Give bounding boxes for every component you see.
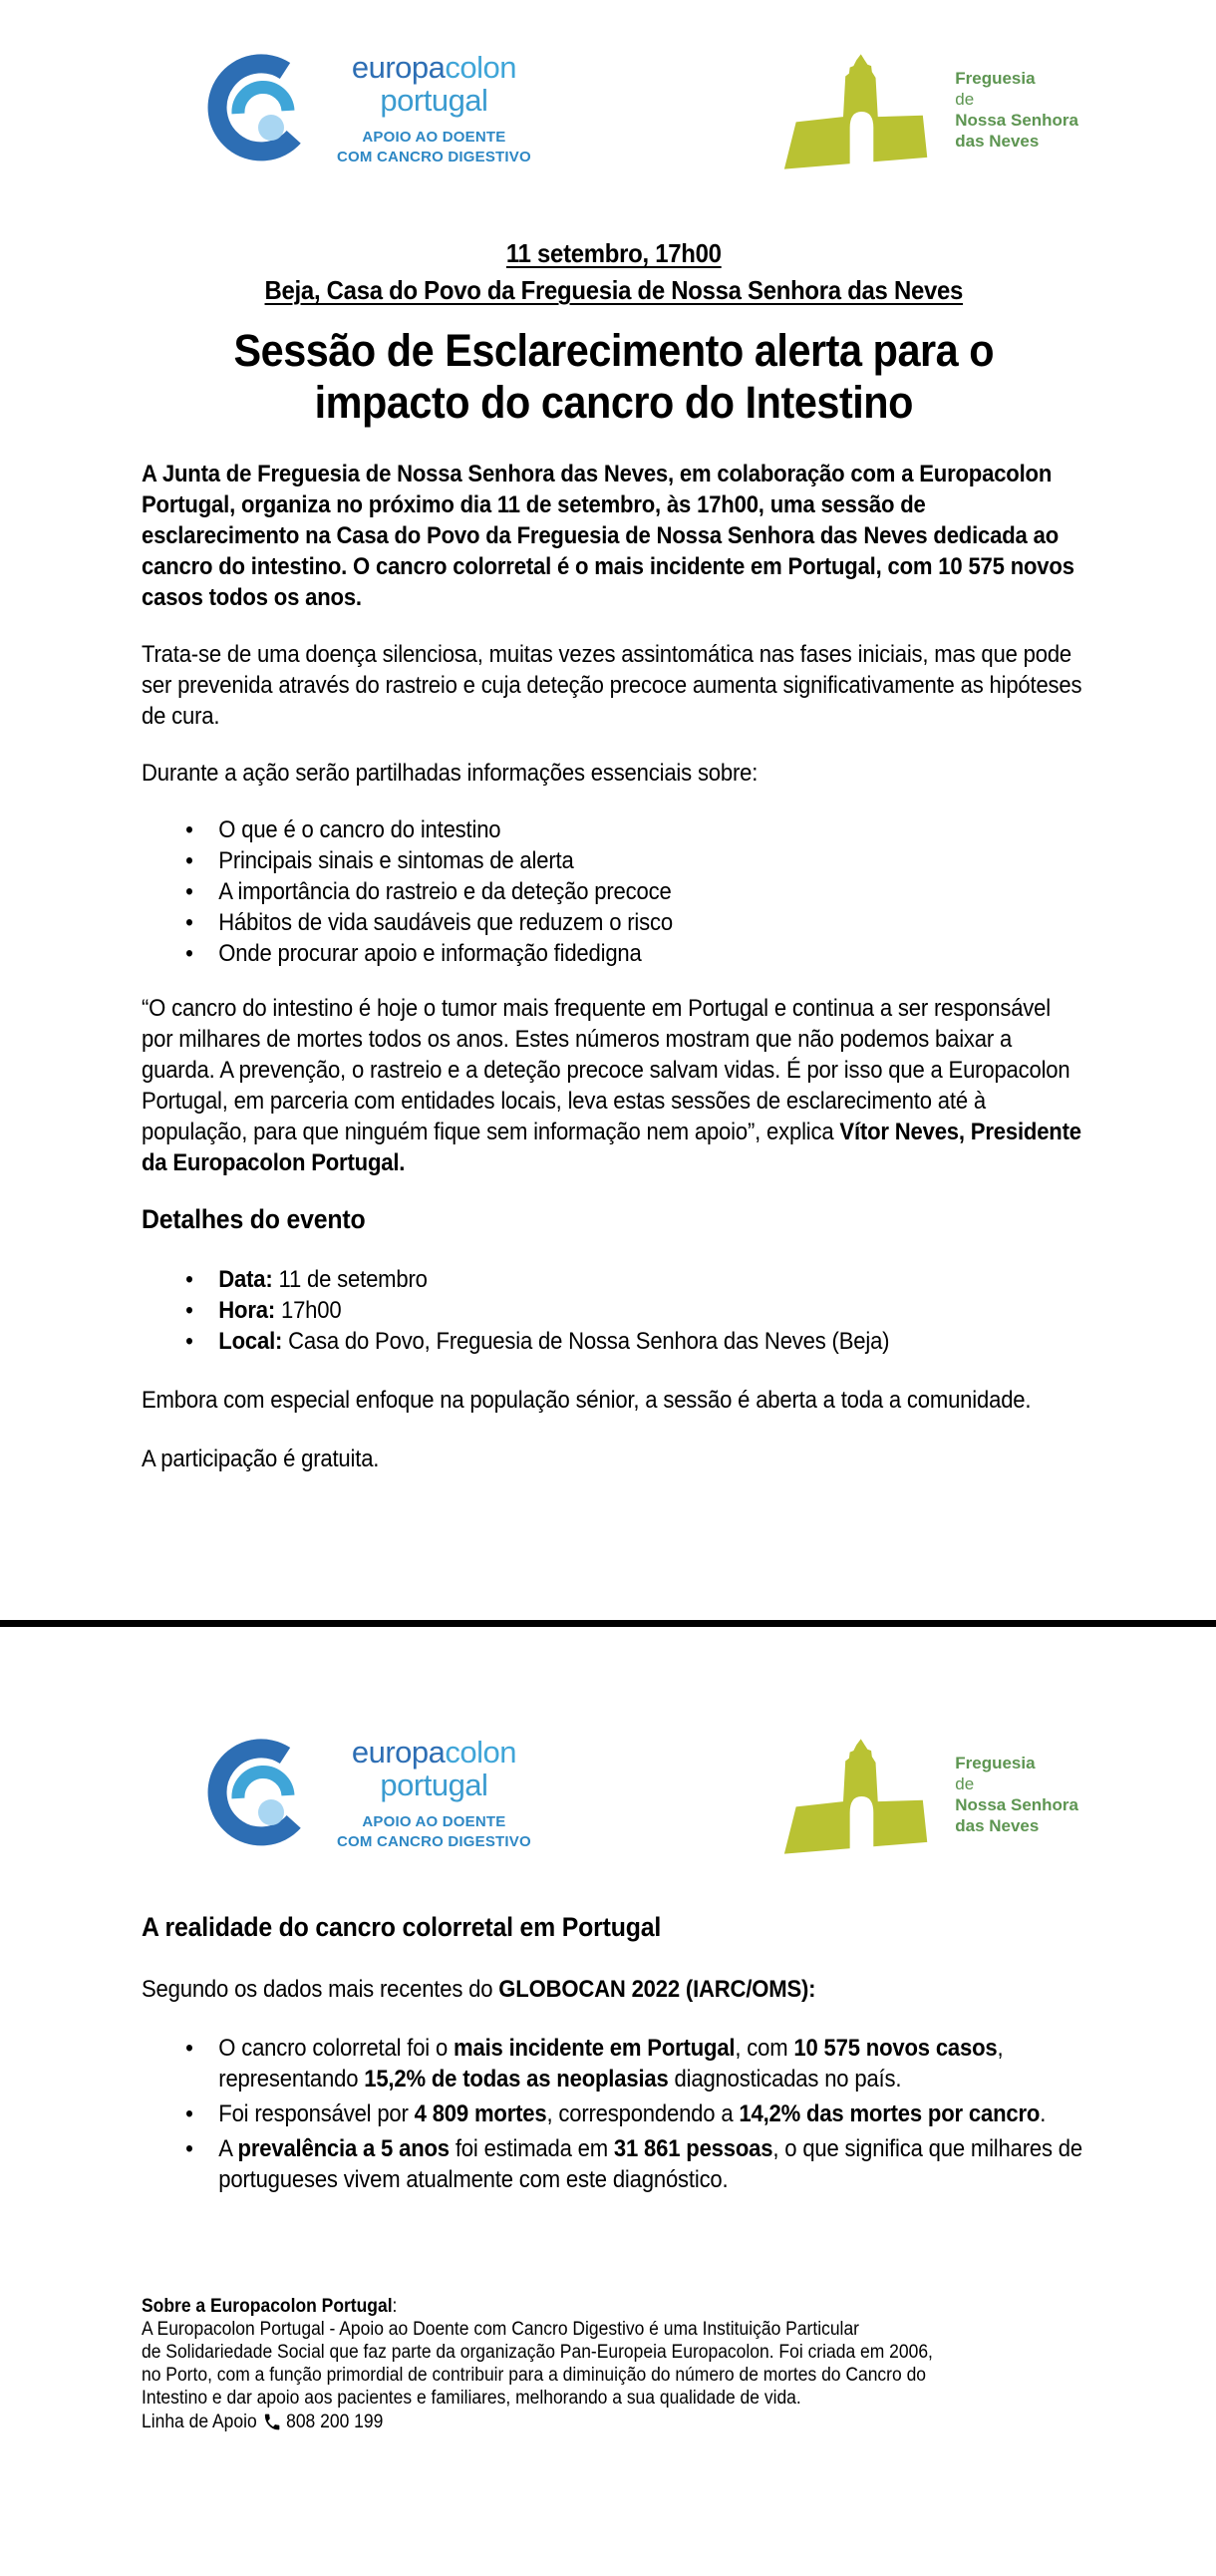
europacolon-wordmark [337, 1737, 531, 1852]
stats-list [142, 2033, 1086, 2195]
europacolon-tagline-line2: COM CANCRO DIGESTIVO [337, 149, 531, 165]
about-text-line: no Porto, com a função primordial de contribuir para a diminuição do número de mortes do Cancro do [142, 2365, 927, 2386]
list-item: • A prevalência a 5 anos foi estimada em 31 861 pessoas, o que significa que milhares de portugueses vivem atualmente com este diagnóstico. [218, 2133, 1085, 2195]
freguesia-logo [775, 1727, 1078, 1866]
europacolon-logo [199, 1727, 531, 1856]
section-divider [0, 1620, 1216, 1627]
freguesia-building-icon [775, 1727, 945, 1866]
topics-lead-paragraph: Durante a ação serão partilhadas informações essenciais sobre: [142, 760, 759, 787]
europacolon-tagline [337, 128, 531, 167]
freguesia-line1: Freguesia [955, 69, 1036, 88]
event-header [142, 235, 1086, 309]
details-list [142, 1264, 1086, 1357]
europacolon-tagline-line2: COM CANCRO DIGESTIVO [337, 1833, 531, 1850]
intro-paragraph: A Junta de Freguesia de Nossa Senhora das Neves, em colaboração com a Europacolon Portugal, organiza no próximo dia 11 de setembro, às 17h00, uma sessão de esclarecimento na Casa do Povo da Freguesia de Nossa Senhora das Neves dedicada ao cancro do intestino. O cancro colorretal é o mais incidente em Portugal, com 10 575 novos casos todos os anos. [142, 461, 1074, 611]
page-title-line1: Sessão de Esclarecimento alerta para o [233, 325, 995, 376]
europacolon-name-part2: colon [445, 1735, 516, 1770]
europacolon-wordmark [337, 52, 531, 167]
europacolon-name [352, 1737, 516, 1769]
freguesia-logo [775, 42, 1078, 181]
europacolon-name-portugal: portugal [380, 83, 488, 118]
freguesia-line3: Nossa Senhora [955, 111, 1078, 130]
freguesia-wordmark [955, 1753, 1078, 1836]
list-item: • Principais sinais e sintomas de alerta [218, 845, 1085, 876]
phone-icon [262, 2412, 281, 2432]
event-datetime: 11 setembro, 17h00 [505, 238, 722, 268]
europacolon-tagline-line1: APOIO AO DOENTE [362, 129, 506, 146]
europacolon-logo-mark-icon [199, 42, 325, 171]
page-title-line2: impacto do cancro do Intestino [314, 377, 913, 428]
freguesia-line3: Nossa Senhora [955, 1795, 1078, 1814]
second-logo-row [0, 1727, 1216, 1866]
quote-paragraph: “O cancro do intestino é hoje o tumor mais frequente em Portugal e continua a ser responsável por milhares de mortes todos os anos. Estes números mostram que não podemos baixar a guarda. A prevenção, o rastreio e a deteção precoce salvam vidas. É por isso que a Europacolon Portugal, em parceria com entidades locais, leva estas sessões de esclarecimento até à população, para que ninguém fique sem informação nem apoio”, explica Vítor Neves, Presidente da Europacolon Portugal. [142, 995, 1081, 1176]
list-item: • O que é o cancro do intestino [218, 814, 1085, 845]
list-item: • Foi responsável por 4 809 mortes, correspondendo a 14,2% das mortes por cancro. [218, 2098, 1085, 2129]
freguesia-wordmark [955, 68, 1078, 152]
europacolon-name [352, 52, 516, 84]
freguesia-line2: de [955, 1774, 975, 1793]
support-label: Linha de Apoio [142, 2412, 257, 2432]
list-item: • Hábitos de vida saudáveis que reduzem o risco [218, 907, 1085, 938]
list-item: • Onde procurar apoio e informação fidedigna [218, 938, 1085, 969]
freguesia-line2: de [955, 90, 975, 109]
list-item: • Data: 11 de setembro [218, 1264, 1085, 1295]
list-item: • Hora: 17h00 [218, 1295, 1085, 1326]
stats-intro: Segundo os dados mais recentes do GLOBOCAN 2022 (IARC/OMS): [142, 1976, 816, 2003]
about-text-line: A Europacolon Portugal - Apoio ao Doente com Cancro Digestivo é uma Instituição Particular [142, 2319, 859, 2340]
header-logo-row [0, 0, 1216, 181]
europacolon-logo [199, 42, 531, 171]
page-title [142, 325, 1086, 429]
event-location: Beja, Casa do Povo da Freguesia de Nossa Senhora das Neves [264, 275, 964, 305]
support-phone-number: 808 200 199 [286, 2412, 384, 2432]
europacolon-name-part2: colon [445, 50, 516, 85]
press-release-body [142, 235, 1086, 1474]
disease-paragraph: Trata-se de uma doença silenciosa, muitas vezes assintomática nas fases iniciais, mas que pode ser prevenida através do rastreio e cuja deteção precoce aumenta significativamente as hipóteses de cura. [142, 641, 1082, 730]
stats-heading: A realidade do cancro colorretal em Portugal [142, 1912, 662, 1942]
list-item: • A importância do rastreio e da deteção precoce [218, 876, 1085, 907]
support-line [142, 2411, 1086, 2433]
europacolon-logo-mark-icon [199, 1727, 325, 1856]
freguesia-building-icon [775, 42, 945, 181]
topics-list [142, 814, 1086, 969]
freguesia-line4: das Neves [955, 132, 1040, 151]
about-section [142, 2295, 1086, 2433]
freguesia-line4: das Neves [955, 1816, 1040, 1835]
list-item: • Local: Casa do Povo, Freguesia de Nossa Senhora das Neves (Beja) [218, 1326, 1085, 1357]
freguesia-line1: Freguesia [955, 1754, 1036, 1772]
about-text-line: de Solidariedade Social que faz parte da organização Pan-Europeia Europacolon. Foi criada em 2006, [142, 2342, 933, 2363]
about-text-line: Intestino e dar apoio aos pacientes e familiares, melhorando a sua qualidade de vida. [142, 2388, 801, 2409]
europacolon-tagline-line1: APOIO AO DOENTE [362, 1813, 506, 1830]
statistics-section [142, 1910, 1086, 2433]
europacolon-name-part1: europa [351, 1735, 446, 1770]
europacolon-name-part1: europa [351, 50, 446, 85]
europacolon-tagline [337, 1812, 531, 1852]
details-heading: Detalhes do evento [142, 1204, 366, 1234]
europacolon-name-portugal: portugal [380, 1768, 488, 1802]
audience-paragraph: Embora com especial enfoque na população sénior, a sessão é aberta a toda a comunidade. [142, 1387, 1032, 1414]
free-participation-note: A participação é gratuita. [142, 1446, 380, 1472]
about-heading: Sobre a Europacolon Portugal: [142, 2296, 398, 2317]
list-item: • O cancro colorretal foi o mais incidente em Portugal, com 10 575 novos casos, representando 15,2% de todas as neoplasias diagnosticadas no país. [218, 2033, 1085, 2094]
